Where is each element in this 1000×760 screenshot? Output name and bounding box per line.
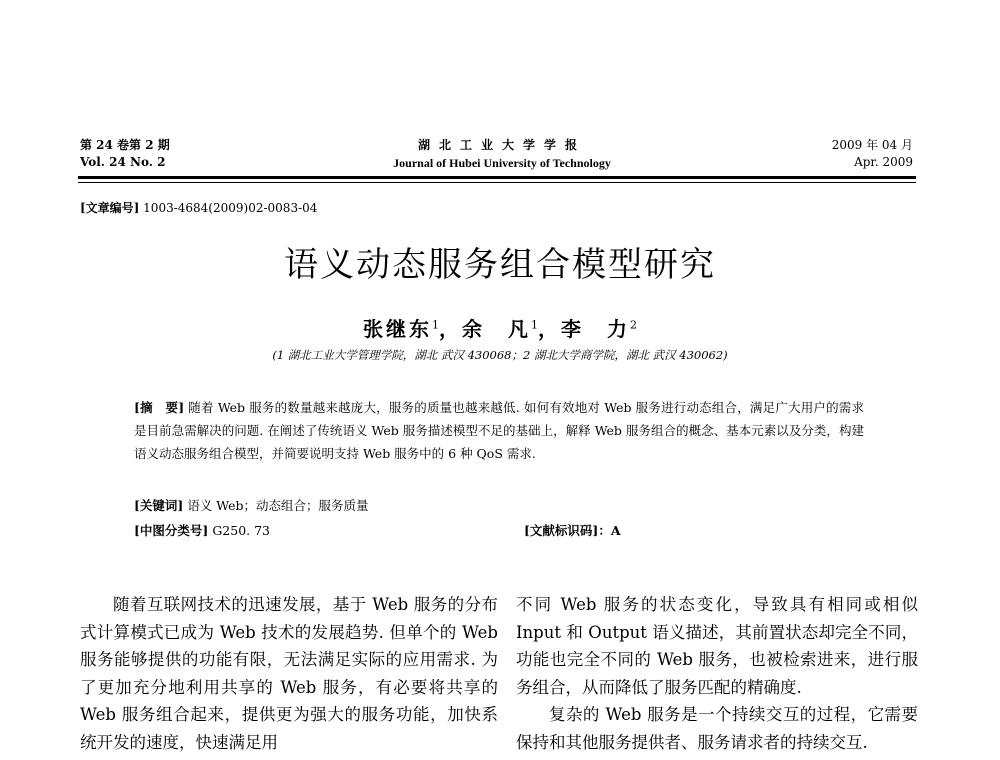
document-code	[524, 521, 621, 539]
journal-name-cn: 湖北工业大学学报	[417, 138, 586, 152]
clc-label: [中图分类号]	[134, 523, 209, 538]
author-separator: ，	[538, 317, 561, 341]
body-column-right	[516, 591, 918, 756]
document-code-value: A	[610, 523, 621, 538]
header-rule-thick	[78, 176, 916, 179]
clc-number	[134, 521, 270, 539]
article-number-label: [文章编号]	[80, 201, 140, 215]
journal-name-en: Journal of Hubei University of Technology	[393, 156, 611, 170]
paper-title: 语义动态服务组合模型研究	[284, 245, 716, 285]
keywords	[134, 496, 369, 514]
keywords-text: 语义 Web；动态组合；服务质量	[183, 498, 369, 513]
author-affiliation-mark: 1	[432, 318, 439, 332]
publication-date-en: Apr. 2009	[854, 155, 913, 169]
header-rule-thin	[78, 182, 916, 183]
volume-issue-en: Vol. 24 No. 2	[80, 155, 166, 169]
author-affiliation-mark: 1	[531, 318, 538, 332]
abstract-text: 随着 Web 服务的数量越来越庞大，服务的质量也越来越低. 如何有效地对 Web 服务进行动态组合，满足广大用户的需求是目前急需解决的问题. 在阐述了传统语义 Web 服务描述模型不足的基础上，解释 Web 服务组合的概念、基本元素以及分类，构建语义动态服务组合模型，并简要说明支持 Web 服务中的 6 种 QoS 需求.	[134, 400, 864, 461]
article-number	[80, 199, 317, 216]
abstract-label: [摘 要]	[134, 400, 185, 415]
volume-issue-cn: 第 24 卷第 2 期	[80, 138, 170, 152]
article-number-value: 1003-4684(2009)02-0083-04	[139, 201, 318, 215]
author-list	[0, 313, 1000, 342]
document-code-label: [文献标识码]：	[524, 523, 611, 538]
keywords-label: [关键词]	[134, 498, 184, 513]
publication-date-cn: 2009 年 04 月	[831, 138, 913, 152]
author-separator: ，	[439, 317, 462, 341]
body-paragraph: 不同 Web 服务的状态变化，导致具有相同或相似 Input 和 Output 语义描述，其前置状态却完全不同，功能也完全不同的 Web 服务，也被检索进来，进行服务组合，从而降低了服务匹配的精确度.	[516, 595, 918, 697]
author-name: 余 凡	[462, 317, 531, 341]
author-affiliation-mark: 2	[630, 318, 637, 332]
abstract	[134, 396, 864, 465]
author-name: 李 力	[561, 317, 630, 341]
author-name: 张继东	[363, 317, 432, 341]
body-paragraph: 随着互联网技术的迅速发展，基于 Web 服务的分布式计算模式已成为 Web 技术的发展趋势. 但单个的 Web 服务能够提供的功能有限，无法满足实际的应用需求. 为了更加充分地利用共享的 Web 服务，有必要将共享的 Web 服务组合起来，提供更为强大的服务功能，加快系统开发的速度，快速满足用	[80, 595, 498, 752]
author-affiliations: (1 湖北工业大学管理学院，湖北 武汉 430068；2 湖北大学商学院，湖北 武汉 430062)	[272, 348, 728, 362]
clc-value: G250. 73	[208, 523, 271, 538]
body-column-left	[80, 591, 498, 756]
body-paragraph: 复杂的 Web 服务是一个持续交互的过程，它需要保持和其他服务提供者、服务请求者的持续交互.	[516, 705, 918, 752]
